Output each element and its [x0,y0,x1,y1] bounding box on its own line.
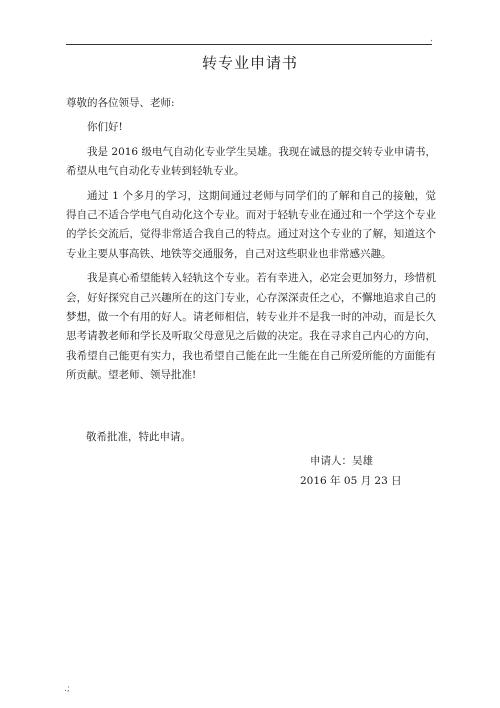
header-rule [66,44,432,45]
paragraph-2: 通过 1 个多月的学习，这期间通过老师与同学们的了解和自己的接触，觉得自己不适合学电气自动化这个专业。而对于轻轨专业在通过和一个学这个专业的学长交流后，觉得非常适合我自己的特点。通过对这个专业的了解，知道这个专业主要从事高铁、地铁等交通服务，自己对这些职业也非常感兴趣。 [66,189,436,260]
paragraph-3: 我是真心希望能转入轻轨这个专业。若有幸进入，必定会更加努力，珍惜机会，好好探究自己兴趣所在的这门专业，心存深深责任之心，不懈地追求自己的梦想，做一个有用的好人。请老师相信，转专业并不是我一时的冲动，而是长久思考请教老师和学长及听取父母意见之后做的决定。我在寻求自己内心的方向，我希望自己能更有实力，我也希望自己能在此一生能在自己所爱所能的方面能有所贡献。望老师、领导批准! [66,272,436,382]
paragraph-1: 我是 2016 级电气自动化专业学生吴雄。我现在诚恳的提交转专业申请书，希望从电气自动化专业转到轻轨专业。 [66,145,436,178]
applicant-signature: 申请人：吴雄 [310,455,373,467]
greeting: 你们好! [87,121,123,134]
corner-mark-top: . [430,34,433,44]
letter-body [66,94,436,391]
document-title: 转专业申请书 [201,54,298,72]
corner-mark-bottom: .; [64,684,70,694]
closing-line: 敬希批准，特此申请。 [86,431,191,443]
salutation: 尊敬的各位领导、老师: [66,97,175,109]
application-date: 2016 年 05 月 23 日 [300,475,402,487]
